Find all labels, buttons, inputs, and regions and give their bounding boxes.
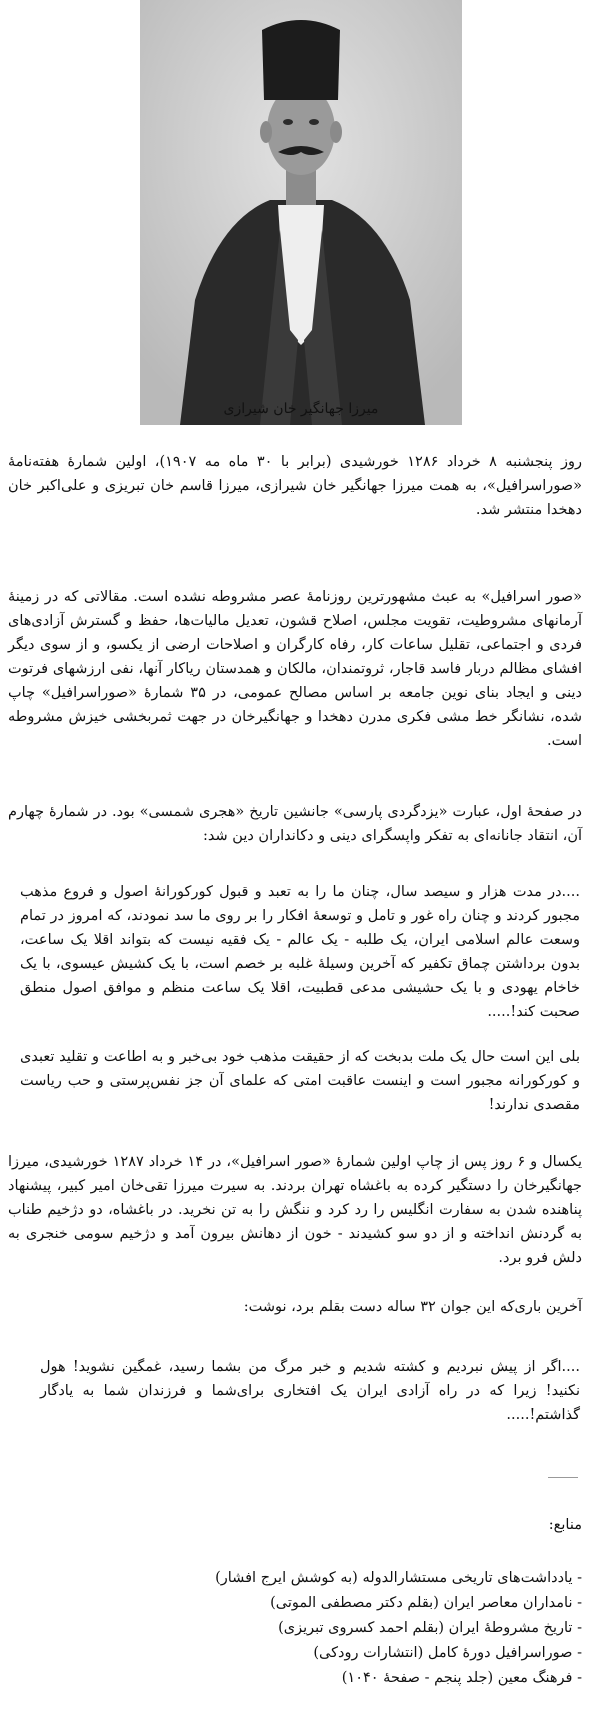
source-item: - صوراسرافیل دورهٔ کامل (انتشارات رودکی) — [200, 1641, 582, 1666]
source-item: - یادداشت‌های تاریخی مستشارالدوله (به کوشش ایرج افشار) — [200, 1566, 582, 1591]
source-item: - تاریخ مشروطهٔ ایران (بقلم احمد کسروی تبریزی) — [200, 1616, 582, 1641]
intro-paragraph: روز پنجشنبه ۸ خرداد ۱۲۸۶ خورشیدی (برابر با ۳۰ ماه مه ۱۹۰۷)، اولین شمارهٔ هفته‌نامهٔ «صوراسرافیل»، به همت میرزا جهانگیر خان شیرازی، میرزا قاسم خان تبریزی و علی‌اکبر خان دهخدا منتشر شد. — [8, 454, 583, 518]
separator-line — [548, 1477, 578, 1478]
portrait-image — [140, 0, 462, 425]
first-page-paragraph: در صفحهٔ اول، عبارت «یزدگردی پارسی» جانشین تاریخ «هجری شمسی» بود. در شمارهٔ چهارم آن، انتقاد جانانه‌ای به تفکر واپسگرای دینی و دکانداران دین شد: — [8, 804, 582, 844]
last-words-intro: آخرین باری‌که این جوان ۳۲ ساله دست بقلم برد، نوشت: — [243, 1299, 582, 1315]
quote-paragraph-continued: بلی این است حال یک ملت بدبخت که از حقیقت مذهب خود بی‌خبر و به اطاعت و تقلید تعبدی و کورکورانه مجبور است و اینست عاقبت امتی که علمای آن جز نفس‌پرستی و حب ریاست مقصدی ندارند! — [20, 1049, 580, 1113]
last-words-quote: ....اگر از پیش نبردیم و کشته شدیم و خبر مرگ من بشما رسید، غمگین نشوید! هول نکنید! زیرا که در راه آزادی ایران یک افتخاری برای‌شما و فرزندان شما به یادگار گذاشتم!..... — [40, 1359, 580, 1423]
quote-paragraph: ....در مدت هزار و سیصد سال، چنان ما را به تعبد و قبول کورکورانهٔ اصول و فروع مذهب مجبور کردند و چنان راه غور و تامل و توسعهٔ افکار را بر روی ما سد نمودند، که امروز در تمام وسعت عالم اسلامی ایران، یک طلبه - یک عالم - یک فقیه نیست که بتواند اقلا یک ساعت، بدون برداشتن چماق تکفیر که آخرین وسیلهٔ غلبه بر خصم است، با یک کشیش عیسوی، با یک خاخام یهودی و با یک حشیشی مدعی قطبیت، اقلا یک ساعت منظم و موافق اصول منطق صحبت کند!..... — [20, 884, 580, 1020]
arrest-paragraph: یکسال و ۶ روز پس از چاپ اولین شمارهٔ «صور اسرافیل»، در ۱۴ خرداد ۱۲۸۷ خورشیدی، میرزا جهانگیرخان را دستگیر کرده به باغشاه تهران بردند. به سیرت میرزا تقی‌خان امیر کبیر، پیشنهاد پناهنده شدن به سفارت انگلیس را رد کرد و ننگش را به تن نخرید. در باغشاه، دو دژخیم طناب به گردنش انداخته و از دو سو کشیدند - خون از دهانش بیرون آمد و دژخیم سومی خنجری به دلش فرو برد. — [8, 1154, 583, 1266]
sources-list — [200, 1566, 582, 1691]
source-item: - فرهنگ معین (جلد پنجم - صفحهٔ ۱۰۴۰) — [200, 1666, 582, 1691]
source-item: - نامداران معاصر ایران (بقلم دکتر مصطفی الموتی) — [200, 1591, 582, 1616]
photo-caption: میرزا جهانگیر خان شیرازی — [223, 401, 379, 417]
portrait-photo — [140, 0, 462, 425]
newspaper-paragraph: «صور اسرافیل» به عبث مشهورترین روزنامهٔ عصر مشروطه نشده است. مقالاتی که در زمینهٔ آرمانهای مشروطیت، تقویت مجلس، اصلاح قشون، تعدیل مالیات‌ها، حفظ و گسترش آزادی‌های فردی و اجتماعی، تقلیل ساعات کار، رفاه کارگران و اصلاحات ارضی از یکسو، و از سوی دیگر افشای مظالم دربار فاسد قاجار، ثروتمندان، مالکان و همدستان ریاکار آنها، نفی ارزشهای فرتوت دینی و ایجاد بنای نوین جامعه بر اساس مصالح عمومی، در ۳۵ شمارهٔ «صوراسرافیل» چاپ شده، نشانگر خط مشی فکری مدرن دهخدا و جهانگیرخان در جهت ثمربخشی خیزش مشروطه است. — [8, 589, 582, 749]
sources-heading: منابع: — [548, 1517, 582, 1533]
